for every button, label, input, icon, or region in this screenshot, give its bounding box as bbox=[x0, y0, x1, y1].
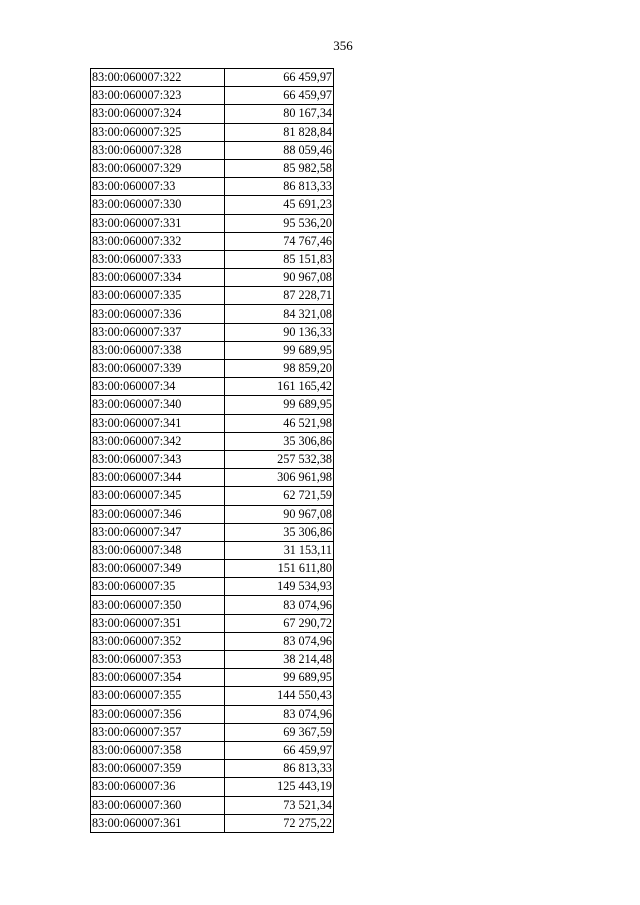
value-cell: 83 074,96 bbox=[225, 596, 334, 614]
value-cell: 99 689,95 bbox=[225, 396, 334, 414]
table-row bbox=[91, 578, 334, 596]
table-row bbox=[91, 196, 334, 214]
table-row bbox=[91, 178, 334, 196]
cadastral-number-cell: 83:00:060007:358 bbox=[91, 741, 225, 759]
cadastral-number-cell: 83:00:060007:347 bbox=[91, 523, 225, 541]
value-cell: 90 967,08 bbox=[225, 505, 334, 523]
cadastral-number-cell: 83:00:060007:332 bbox=[91, 232, 225, 250]
value-cell: 85 151,83 bbox=[225, 250, 334, 268]
cadastral-number-cell: 83:00:060007:341 bbox=[91, 414, 225, 432]
value-cell: 67 290,72 bbox=[225, 614, 334, 632]
cadastral-number-cell: 83:00:060007:343 bbox=[91, 450, 225, 468]
value-cell: 35 306,86 bbox=[225, 523, 334, 541]
value-cell: 99 689,95 bbox=[225, 669, 334, 687]
table-row bbox=[91, 796, 334, 814]
value-cell: 87 228,71 bbox=[225, 287, 334, 305]
value-cell: 88 059,46 bbox=[225, 141, 334, 159]
cadastral-number-cell: 83:00:060007:33 bbox=[91, 178, 225, 196]
table-row bbox=[91, 432, 334, 450]
table-row bbox=[91, 269, 334, 287]
value-cell: 74 767,46 bbox=[225, 232, 334, 250]
value-cell: 84 321,08 bbox=[225, 305, 334, 323]
cadastral-number-cell: 83:00:060007:359 bbox=[91, 760, 225, 778]
cadastral-number-cell: 83:00:060007:344 bbox=[91, 469, 225, 487]
value-cell: 72 275,22 bbox=[225, 814, 334, 832]
value-cell: 144 550,43 bbox=[225, 687, 334, 705]
table-row bbox=[91, 632, 334, 650]
cadastral-number-cell: 83:00:060007:351 bbox=[91, 614, 225, 632]
cadastral-number-cell: 83:00:060007:325 bbox=[91, 123, 225, 141]
table-row bbox=[91, 323, 334, 341]
value-cell: 62 721,59 bbox=[225, 487, 334, 505]
table-row bbox=[91, 105, 334, 123]
table-row bbox=[91, 523, 334, 541]
cadastral-number-cell: 83:00:060007:345 bbox=[91, 487, 225, 505]
cadastral-number-cell: 83:00:060007:353 bbox=[91, 651, 225, 669]
table-row bbox=[91, 414, 334, 432]
value-cell: 66 459,97 bbox=[225, 87, 334, 105]
table-row bbox=[91, 287, 334, 305]
cadastral-number-cell: 83:00:060007:337 bbox=[91, 323, 225, 341]
cadastral-number-cell: 83:00:060007:329 bbox=[91, 159, 225, 177]
value-cell: 66 459,97 bbox=[225, 741, 334, 759]
value-cell: 86 813,33 bbox=[225, 178, 334, 196]
cadastral-number-cell: 83:00:060007:346 bbox=[91, 505, 225, 523]
table-row bbox=[91, 450, 334, 468]
table-row bbox=[91, 760, 334, 778]
table-row bbox=[91, 123, 334, 141]
cadastral-number-cell: 83:00:060007:35 bbox=[91, 578, 225, 596]
cadastral-number-cell: 83:00:060007:361 bbox=[91, 814, 225, 832]
table-row bbox=[91, 723, 334, 741]
table-row bbox=[91, 705, 334, 723]
cadastral-number-cell: 83:00:060007:355 bbox=[91, 687, 225, 705]
table-row bbox=[91, 687, 334, 705]
table-row bbox=[91, 378, 334, 396]
value-cell: 98 859,20 bbox=[225, 360, 334, 378]
cadastral-number-cell: 83:00:060007:350 bbox=[91, 596, 225, 614]
table-row bbox=[91, 814, 334, 832]
cadastral-number-cell: 83:00:060007:339 bbox=[91, 360, 225, 378]
table-row bbox=[91, 250, 334, 268]
table-row bbox=[91, 469, 334, 487]
table-row bbox=[91, 614, 334, 632]
value-cell: 306 961,98 bbox=[225, 469, 334, 487]
table-row bbox=[91, 487, 334, 505]
value-cell: 90 136,33 bbox=[225, 323, 334, 341]
page-number: 356 bbox=[333, 38, 353, 53]
value-cell: 35 306,86 bbox=[225, 432, 334, 450]
table-row bbox=[91, 141, 334, 159]
cadastral-number-cell: 83:00:060007:333 bbox=[91, 250, 225, 268]
value-cell: 95 536,20 bbox=[225, 214, 334, 232]
value-cell: 66 459,97 bbox=[225, 69, 334, 87]
table-body bbox=[91, 69, 334, 833]
cadastral-number-cell: 83:00:060007:357 bbox=[91, 723, 225, 741]
cadastral-number-cell: 83:00:060007:338 bbox=[91, 341, 225, 359]
table-row bbox=[91, 396, 334, 414]
value-cell: 99 689,95 bbox=[225, 341, 334, 359]
value-cell: 151 611,80 bbox=[225, 560, 334, 578]
table-row bbox=[91, 305, 334, 323]
cadastral-number-cell: 83:00:060007:322 bbox=[91, 69, 225, 87]
cadastral-number-cell: 83:00:060007:340 bbox=[91, 396, 225, 414]
table-row bbox=[91, 669, 334, 687]
table-row bbox=[91, 159, 334, 177]
cadastral-value-table bbox=[90, 68, 334, 833]
cadastral-number-cell: 83:00:060007:354 bbox=[91, 669, 225, 687]
cadastral-number-cell: 83:00:060007:336 bbox=[91, 305, 225, 323]
cadastral-number-cell: 83:00:060007:324 bbox=[91, 105, 225, 123]
value-cell: 90 967,08 bbox=[225, 269, 334, 287]
value-cell: 83 074,96 bbox=[225, 632, 334, 650]
cadastral-number-cell: 83:00:060007:331 bbox=[91, 214, 225, 232]
cadastral-number-cell: 83:00:060007:334 bbox=[91, 269, 225, 287]
table-row bbox=[91, 341, 334, 359]
table-row bbox=[91, 69, 334, 87]
cadastral-number-cell: 83:00:060007:34 bbox=[91, 378, 225, 396]
table-row bbox=[91, 596, 334, 614]
value-cell: 45 691,23 bbox=[225, 196, 334, 214]
cadastral-number-cell: 83:00:060007:328 bbox=[91, 141, 225, 159]
table-row bbox=[91, 232, 334, 250]
value-cell: 38 214,48 bbox=[225, 651, 334, 669]
cadastral-number-cell: 83:00:060007:36 bbox=[91, 778, 225, 796]
cadastral-number-cell: 83:00:060007:342 bbox=[91, 432, 225, 450]
cadastral-number-cell: 83:00:060007:352 bbox=[91, 632, 225, 650]
value-cell: 85 982,58 bbox=[225, 159, 334, 177]
value-cell: 81 828,84 bbox=[225, 123, 334, 141]
value-cell: 125 443,19 bbox=[225, 778, 334, 796]
value-cell: 161 165,42 bbox=[225, 378, 334, 396]
value-cell: 80 167,34 bbox=[225, 105, 334, 123]
cadastral-number-cell: 83:00:060007:323 bbox=[91, 87, 225, 105]
table-row bbox=[91, 360, 334, 378]
value-cell: 83 074,96 bbox=[225, 705, 334, 723]
table-row bbox=[91, 214, 334, 232]
table-row bbox=[91, 741, 334, 759]
cadastral-number-cell: 83:00:060007:356 bbox=[91, 705, 225, 723]
cadastral-number-cell: 83:00:060007:330 bbox=[91, 196, 225, 214]
cadastral-number-cell: 83:00:060007:348 bbox=[91, 541, 225, 559]
value-cell: 149 534,93 bbox=[225, 578, 334, 596]
table-row bbox=[91, 651, 334, 669]
cadastral-number-cell: 83:00:060007:360 bbox=[91, 796, 225, 814]
table-row bbox=[91, 560, 334, 578]
value-cell: 31 153,11 bbox=[225, 541, 334, 559]
table-row bbox=[91, 541, 334, 559]
table-row bbox=[91, 778, 334, 796]
value-cell: 257 532,38 bbox=[225, 450, 334, 468]
table-row bbox=[91, 87, 334, 105]
table-row bbox=[91, 505, 334, 523]
value-cell: 86 813,33 bbox=[225, 760, 334, 778]
cadastral-number-cell: 83:00:060007:349 bbox=[91, 560, 225, 578]
value-cell: 73 521,34 bbox=[225, 796, 334, 814]
cadastral-number-cell: 83:00:060007:335 bbox=[91, 287, 225, 305]
value-cell: 69 367,59 bbox=[225, 723, 334, 741]
value-cell: 46 521,98 bbox=[225, 414, 334, 432]
